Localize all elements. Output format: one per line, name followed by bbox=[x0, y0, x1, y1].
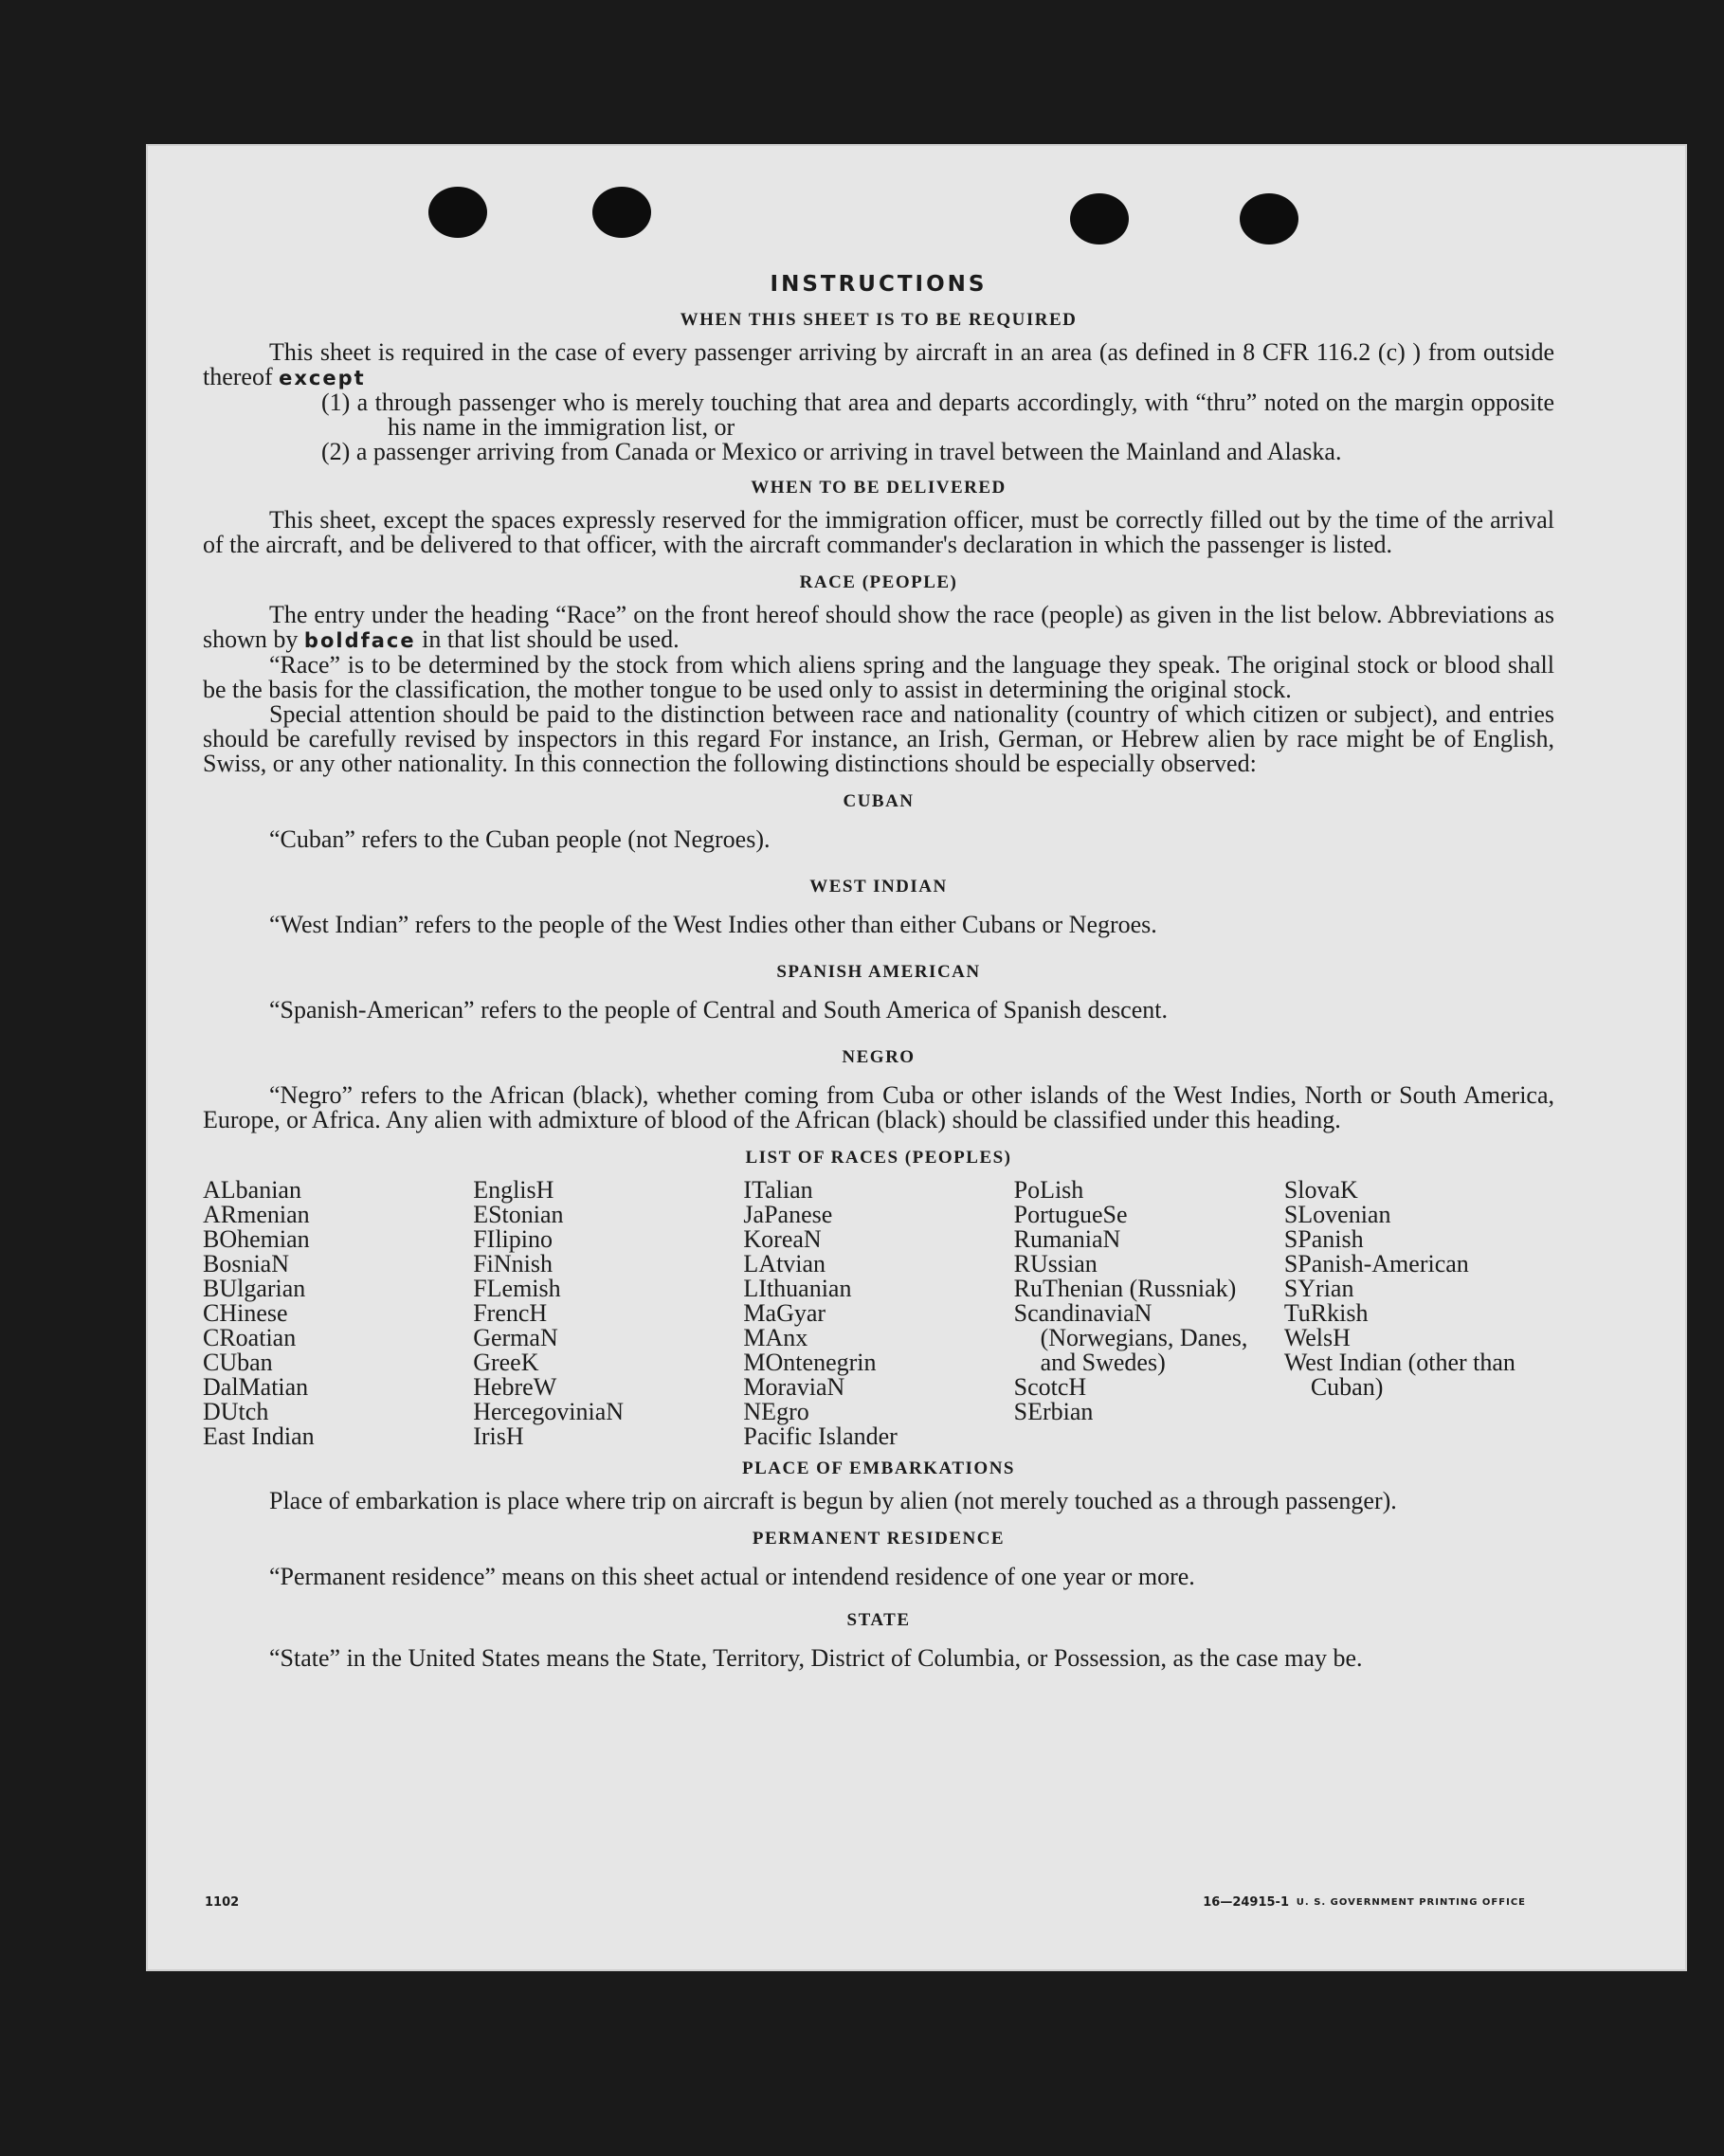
race-item: FrencH bbox=[473, 1299, 548, 1327]
punch-hole bbox=[428, 187, 487, 238]
document-page bbox=[146, 144, 1687, 1971]
race-item: PortugueSe bbox=[1013, 1201, 1128, 1228]
form-number: 1102 bbox=[205, 1895, 240, 1910]
race-item: ScandinaviaN (Norwegians, Danes, and Swedes) bbox=[1013, 1299, 1248, 1376]
race-item: DalMatian bbox=[203, 1373, 309, 1401]
race-item: MaGyar bbox=[743, 1299, 826, 1327]
race-item: Pacific Islander bbox=[743, 1422, 898, 1450]
race-item: ITalian bbox=[743, 1176, 813, 1204]
heading-spanish-american: SPANISH AMERICAN bbox=[776, 962, 981, 982]
heading-required: WHEN THIS SHEET IS TO BE REQUIRED bbox=[680, 310, 1078, 330]
race-item: SPanish bbox=[1283, 1225, 1364, 1253]
race-item: WelsH bbox=[1283, 1324, 1351, 1351]
race-item: FLemish bbox=[473, 1275, 561, 1302]
race-item: BosniaN bbox=[203, 1250, 289, 1277]
race-item: RuThenian (Russniak) bbox=[1013, 1275, 1237, 1302]
print-number: 16—24915-1 bbox=[1203, 1895, 1289, 1910]
race-item: CHinese bbox=[203, 1299, 288, 1327]
race-item: KoreaN bbox=[743, 1225, 822, 1253]
race-column bbox=[1284, 1178, 1554, 1449]
paragraph-delivered: This sheet, except the spaces expressly reserved for the immigration officer, must be correctly filled out by the time of the arrival of the aircraft, and be delivered to that officer, with the aircraft commander's declaration in which the passenger is listed. bbox=[203, 506, 1554, 558]
race-item: MAnx bbox=[743, 1324, 808, 1351]
paragraph-negro: “Negro” refers to the African (black), whether coming from Cuba or other islands of the West Indies, North or South America, Europe, or Africa. Any alien with admixture of blood of the African (black) should be classified under this heading. bbox=[203, 1081, 1554, 1133]
heading-cuban: CUBAN bbox=[843, 791, 915, 811]
punch-hole bbox=[1240, 193, 1298, 245]
race-item: HercegoviniaN bbox=[473, 1398, 625, 1425]
race-item: SYrian bbox=[1283, 1275, 1354, 1302]
text: This sheet is required in the case of every passenger arriving by aircraft in an area (as defined in 8 CFR 116.2 (c) ) from outside thereof bbox=[203, 338, 1554, 390]
race-item: SErbian bbox=[1013, 1398, 1094, 1425]
race-item: ScotcH bbox=[1013, 1373, 1087, 1401]
paragraph-residence: “Permanent residence” means on this sheet actual or intendend residence of one year or more. bbox=[269, 1563, 1195, 1590]
race-item: NEgro bbox=[743, 1398, 809, 1425]
bold-text: except bbox=[279, 367, 366, 390]
paragraph-state: “State” in the United States means the State, Territory, District of Columbia, or Possession, as the case may be. bbox=[269, 1644, 1363, 1672]
race-list bbox=[203, 1178, 1554, 1449]
printer-name: U. S. GOVERNMENT PRINTING OFFICE bbox=[1296, 1897, 1526, 1908]
bold-text: boldface bbox=[303, 629, 416, 652]
punch-hole bbox=[1070, 193, 1129, 245]
race-item: FIlipino bbox=[473, 1225, 553, 1253]
race-item: TuRkish bbox=[1283, 1299, 1369, 1327]
race-item: MOntenegrin bbox=[743, 1349, 877, 1376]
list-item: (2) a passenger arriving from Canada or Mexico or arriving in travel between the Mainland and Alaska. bbox=[321, 438, 1342, 465]
race-item: ALbanian bbox=[203, 1176, 301, 1204]
race-item: SPanish-American bbox=[1283, 1250, 1469, 1277]
race-item: GreeK bbox=[473, 1349, 539, 1376]
race-item: JaPanese bbox=[743, 1201, 833, 1228]
race-column bbox=[473, 1178, 743, 1449]
race-item: BUlgarian bbox=[203, 1275, 306, 1302]
paragraph-race: Special attention should be paid to the distinction between race and nationality (country of which citizen or subject), and entries should be carefully revised by inspectors in this regard For instance, an Irish, German, or Hebrew alien by race might be of English, Swiss, or any other nationality. In this connection the following distinctions should be especially observed: bbox=[203, 700, 1554, 777]
race-item: HebreW bbox=[473, 1373, 557, 1401]
race-item: MoraviaN bbox=[743, 1373, 845, 1401]
race-item: SLovenian bbox=[1283, 1201, 1391, 1228]
heading-list: LIST OF RACES (PEOPLES) bbox=[745, 1148, 1012, 1168]
heading-race: RACE (PEOPLE) bbox=[799, 572, 958, 592]
instructions-body bbox=[203, 272, 1554, 1671]
heading-west-indian: WEST INDIAN bbox=[809, 877, 948, 897]
heading-state: STATE bbox=[846, 1610, 911, 1630]
race-item: West Indian (other than Cuban) bbox=[1283, 1349, 1515, 1401]
paragraph-race: “Race” is to be determined by the stock from which aliens spring and the language they speak. The original stock or blood shall be the basis for the classification, the mother tongue to be used only to assist in determining the original stock. bbox=[203, 651, 1554, 703]
text: in that list should be used. bbox=[422, 625, 680, 653]
race-item: EStonian bbox=[473, 1201, 564, 1228]
race-item: RumaniaN bbox=[1013, 1225, 1121, 1253]
race-item: LIthuanian bbox=[743, 1275, 852, 1302]
race-item: East Indian bbox=[203, 1422, 315, 1450]
race-item: EnglisH bbox=[473, 1176, 554, 1204]
race-item: ARmenian bbox=[203, 1201, 310, 1228]
race-item: IrisH bbox=[473, 1422, 524, 1450]
race-item: FiNnish bbox=[473, 1250, 553, 1277]
race-column bbox=[743, 1178, 1013, 1449]
paragraph-race bbox=[203, 603, 1554, 653]
race-column bbox=[1014, 1178, 1284, 1449]
race-item: LAtvian bbox=[743, 1250, 826, 1277]
text: The entry under the heading “Race” on the front hereof should show the race (people) as given in the list below. Abbreviations as shown by bbox=[203, 601, 1554, 653]
race-item: SlovaK bbox=[1283, 1176, 1358, 1204]
race-item: BOhemian bbox=[203, 1225, 310, 1253]
punch-hole bbox=[592, 187, 651, 238]
race-column bbox=[203, 1178, 473, 1449]
race-item: RUssian bbox=[1013, 1250, 1098, 1277]
paragraph-spanish-american: “Spanish-American” refers to the people of Central and South America of Spanish descent. bbox=[269, 996, 1168, 1024]
paragraph-required bbox=[203, 340, 1554, 390]
paragraph-west-indian: “West Indian” refers to the people of the West Indies other than either Cubans or Negroes. bbox=[269, 911, 1157, 938]
heading-delivered: WHEN TO BE DELIVERED bbox=[751, 478, 1007, 498]
list-item: (1) a through passenger who is merely touching that area and departs accordingly, with “thru” noted on the margin opposite his name in the immigration list, or bbox=[321, 389, 1554, 441]
heading-negro: NEGRO bbox=[842, 1047, 916, 1067]
heading-residence: PERMANENT RESIDENCE bbox=[752, 1529, 1006, 1549]
heading-embarkation: PLACE OF EMBARKATIONS bbox=[741, 1458, 1016, 1478]
race-item: PoLish bbox=[1013, 1176, 1084, 1204]
paragraph-embarkation: Place of embarkation is place where trip on aircraft is begun by alien (not merely touched as a through passenger). bbox=[269, 1487, 1397, 1514]
race-item: DUtch bbox=[203, 1398, 269, 1425]
race-item: GermaN bbox=[473, 1324, 558, 1351]
race-item: CUban bbox=[203, 1349, 273, 1376]
page-title: INSTRUCTIONS bbox=[770, 272, 988, 297]
race-item: CRoatian bbox=[203, 1324, 297, 1351]
paragraph-cuban: “Cuban” refers to the Cuban people (not Negroes). bbox=[269, 825, 771, 853]
